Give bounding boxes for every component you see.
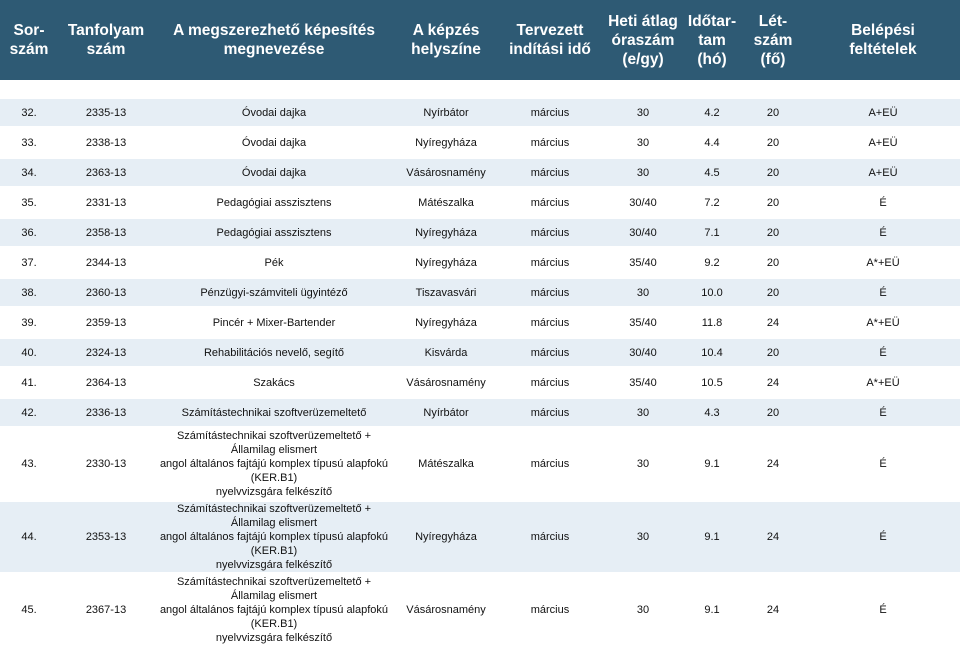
- header-spacer: [0, 80, 960, 99]
- row-idotartam: 4.5: [684, 158, 740, 188]
- row-kepesites: Óvodai dajka: [154, 158, 394, 188]
- row-sorszam: 40.: [0, 338, 58, 368]
- row-kepesites: Óvodai dajka: [154, 99, 394, 128]
- table-row: [0, 308, 960, 338]
- row-inditas: március: [498, 308, 602, 338]
- row-letszam: 20: [740, 338, 806, 368]
- row-helyszin: Nyírbátor: [394, 398, 498, 428]
- table-row: [0, 248, 960, 278]
- row-helyszin: Vásárosnamény: [394, 368, 498, 398]
- row-oraszam: 30: [602, 278, 684, 308]
- table-row: [0, 501, 960, 574]
- row-helyszin: Nyíregyháza: [394, 501, 498, 574]
- row-tanfolyam: 2367-13: [58, 574, 154, 647]
- row-kepesites: Pedagógiai asszisztens: [154, 218, 394, 248]
- table-header-row: [0, 0, 960, 80]
- row-letszam: 24: [740, 308, 806, 338]
- header-oraszam: Heti átlag óraszám (e/gy): [602, 0, 684, 80]
- row-inditas: március: [498, 574, 602, 647]
- table-body: [0, 80, 960, 647]
- row-kepesites: Számítástechnikai szoftverüzemeltető: [154, 398, 394, 428]
- row-tanfolyam: 2331-13: [58, 188, 154, 218]
- header-idotartam: Időtar- tam (hó): [684, 0, 740, 80]
- row-letszam: 24: [740, 501, 806, 574]
- row-helyszin: Nyíregyháza: [394, 308, 498, 338]
- row-letszam: 20: [740, 278, 806, 308]
- row-belepesi: A*+EÜ: [806, 368, 960, 398]
- row-letszam: 24: [740, 428, 806, 501]
- row-oraszam: 30/40: [602, 218, 684, 248]
- row-idotartam: 4.2: [684, 99, 740, 128]
- table-row: [0, 158, 960, 188]
- row-helyszin: Nyíregyháza: [394, 128, 498, 158]
- row-helyszin: Tiszavasvári: [394, 278, 498, 308]
- header-helyszin: A képzés helyszíne: [394, 0, 498, 80]
- row-oraszam: 30/40: [602, 338, 684, 368]
- row-tanfolyam: 2335-13: [58, 99, 154, 128]
- row-letszam: 20: [740, 218, 806, 248]
- row-tanfolyam: 2358-13: [58, 218, 154, 248]
- row-kepesites: Pék: [154, 248, 394, 278]
- row-inditas: március: [498, 501, 602, 574]
- row-sorszam: 45.: [0, 574, 58, 647]
- header-inditas: Tervezett indítási idő: [498, 0, 602, 80]
- row-helyszin: Kisvárda: [394, 338, 498, 368]
- row-tanfolyam: 2360-13: [58, 278, 154, 308]
- table-row: [0, 128, 960, 158]
- row-tanfolyam: 2359-13: [58, 308, 154, 338]
- row-helyszin: Nyíregyháza: [394, 248, 498, 278]
- row-tanfolyam: 2364-13: [58, 368, 154, 398]
- table-row: [0, 428, 960, 501]
- row-idotartam: 7.2: [684, 188, 740, 218]
- header-belepesi: Belépési feltételek: [806, 0, 960, 80]
- row-sorszam: 32.: [0, 99, 58, 128]
- row-inditas: március: [498, 398, 602, 428]
- table-row: [0, 574, 960, 647]
- row-idotartam: 10.0: [684, 278, 740, 308]
- row-letszam: 20: [740, 398, 806, 428]
- row-inditas: március: [498, 278, 602, 308]
- row-tanfolyam: 2344-13: [58, 248, 154, 278]
- row-idotartam: 10.5: [684, 368, 740, 398]
- row-kepesites: Pénzügyi-számviteli ügyintéző: [154, 278, 394, 308]
- row-letszam: 20: [740, 128, 806, 158]
- row-kepesites: Számítástechnikai szoftverüzemeltető + Államilag elismert angol általános fajtájú komplex típusú alapfokú (KER.B1) nyelvvizsgára felkészítő: [154, 428, 394, 501]
- row-idotartam: 9.1: [684, 574, 740, 647]
- row-belepesi: A+EÜ: [806, 158, 960, 188]
- row-belepesi: A+EÜ: [806, 99, 960, 128]
- row-inditas: március: [498, 99, 602, 128]
- row-oraszam: 35/40: [602, 248, 684, 278]
- row-oraszam: 30/40: [602, 188, 684, 218]
- row-belepesi: É: [806, 218, 960, 248]
- row-idotartam: 9.1: [684, 428, 740, 501]
- row-sorszam: 34.: [0, 158, 58, 188]
- row-sorszam: 43.: [0, 428, 58, 501]
- row-sorszam: 42.: [0, 398, 58, 428]
- table-row: [0, 99, 960, 128]
- row-tanfolyam: 2324-13: [58, 338, 154, 368]
- row-oraszam: 30: [602, 158, 684, 188]
- row-tanfolyam: 2336-13: [58, 398, 154, 428]
- row-inditas: március: [498, 248, 602, 278]
- row-idotartam: 7.1: [684, 218, 740, 248]
- table-row: [0, 218, 960, 248]
- row-kepesites: Pedagógiai asszisztens: [154, 188, 394, 218]
- row-idotartam: 4.4: [684, 128, 740, 158]
- table-row: [0, 398, 960, 428]
- header-letszam: Lét- szám (fő): [740, 0, 806, 80]
- row-letszam: 24: [740, 368, 806, 398]
- row-inditas: március: [498, 188, 602, 218]
- table-row: [0, 278, 960, 308]
- row-sorszam: 38.: [0, 278, 58, 308]
- row-belepesi: A+EÜ: [806, 128, 960, 158]
- row-kepesites: Pincér + Mixer-Bartender: [154, 308, 394, 338]
- row-belepesi: A*+EÜ: [806, 248, 960, 278]
- row-belepesi: É: [806, 188, 960, 218]
- row-idotartam: 9.2: [684, 248, 740, 278]
- row-oraszam: 30: [602, 398, 684, 428]
- row-belepesi: A*+EÜ: [806, 308, 960, 338]
- row-belepesi: É: [806, 338, 960, 368]
- header-kepesites: A megszerezhető képesítés megnevezése: [154, 0, 394, 80]
- row-letszam: 20: [740, 188, 806, 218]
- row-belepesi: É: [806, 428, 960, 501]
- row-sorszam: 41.: [0, 368, 58, 398]
- header-sorszam: Sor- szám: [0, 0, 58, 80]
- row-sorszam: 39.: [0, 308, 58, 338]
- row-sorszam: 33.: [0, 128, 58, 158]
- row-inditas: március: [498, 368, 602, 398]
- row-helyszin: Mátészalka: [394, 188, 498, 218]
- row-helyszin: Vásárosnamény: [394, 158, 498, 188]
- row-sorszam: 44.: [0, 501, 58, 574]
- table-row: [0, 368, 960, 398]
- row-helyszin: Vásárosnamény: [394, 574, 498, 647]
- row-belepesi: É: [806, 574, 960, 647]
- row-inditas: március: [498, 158, 602, 188]
- row-belepesi: É: [806, 278, 960, 308]
- row-oraszam: 30: [602, 574, 684, 647]
- row-kepesites: Rehabilitációs nevelő, segítő: [154, 338, 394, 368]
- row-letszam: 20: [740, 248, 806, 278]
- row-inditas: március: [498, 428, 602, 501]
- row-tanfolyam: 2363-13: [58, 158, 154, 188]
- row-oraszam: 35/40: [602, 368, 684, 398]
- row-oraszam: 30: [602, 99, 684, 128]
- row-inditas: március: [498, 338, 602, 368]
- row-helyszin: Nyírbátor: [394, 99, 498, 128]
- row-sorszam: 36.: [0, 218, 58, 248]
- row-tanfolyam: 2353-13: [58, 501, 154, 574]
- row-belepesi: É: [806, 398, 960, 428]
- row-inditas: március: [498, 218, 602, 248]
- row-idotartam: 4.3: [684, 398, 740, 428]
- row-idotartam: 10.4: [684, 338, 740, 368]
- row-letszam: 24: [740, 574, 806, 647]
- row-kepesites: Számítástechnikai szoftverüzemeltető + Államilag elismert angol általános fajtájú komplex típusú alapfokú (KER.B1) nyelvvizsgára felkészítő: [154, 501, 394, 574]
- row-tanfolyam: 2330-13: [58, 428, 154, 501]
- row-inditas: március: [498, 128, 602, 158]
- row-oraszam: 30: [602, 128, 684, 158]
- row-kepesites: Szakács: [154, 368, 394, 398]
- row-tanfolyam: 2338-13: [58, 128, 154, 158]
- row-sorszam: 35.: [0, 188, 58, 218]
- row-oraszam: 30: [602, 501, 684, 574]
- row-belepesi: É: [806, 501, 960, 574]
- row-letszam: 20: [740, 99, 806, 128]
- row-oraszam: 30: [602, 428, 684, 501]
- row-sorszam: 37.: [0, 248, 58, 278]
- row-oraszam: 35/40: [602, 308, 684, 338]
- row-letszam: 20: [740, 158, 806, 188]
- table-row: [0, 338, 960, 368]
- row-idotartam: 11.8: [684, 308, 740, 338]
- row-idotartam: 9.1: [684, 501, 740, 574]
- row-helyszin: Mátészalka: [394, 428, 498, 501]
- row-kepesites: Számítástechnikai szoftverüzemeltető + Államilag elismert angol általános fajtájú komplex típusú alapfokú (KER.B1) nyelvvizsgára felkészítő: [154, 574, 394, 647]
- header-tanfolyam: Tanfolyam szám: [58, 0, 154, 80]
- table-row: [0, 188, 960, 218]
- row-kepesites: Óvodai dajka: [154, 128, 394, 158]
- row-helyszin: Nyíregyháza: [394, 218, 498, 248]
